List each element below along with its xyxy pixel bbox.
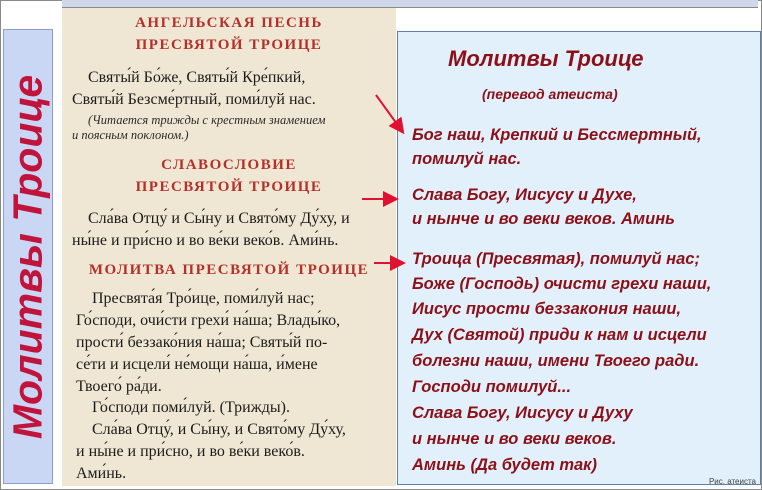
prayer-line: Сла́ва Отцу́ и Сы́ну и Свято́му Ду́ху, и xyxy=(88,210,350,227)
translation-title: Молитвы Троице xyxy=(448,46,644,71)
translation-line: Дух (Святой) приди к нам и исцели xyxy=(412,326,707,344)
translation-line: Бог наш, Крепкий и Бессмертный, xyxy=(412,126,702,144)
translation-line: помилуй нас. xyxy=(412,150,522,168)
translation-line: и нынче и во веки веков. xyxy=(412,430,617,448)
translation-line: болезни наши, имени Твоего ради. xyxy=(412,352,700,370)
prayer-line: Го́споди поми́луй. (Трижды). xyxy=(92,399,290,416)
heading-doxology-line-2: ПРЕСВЯТОЙ ТРОИЦЕ xyxy=(135,179,323,195)
prayer-line: Сла́ва Отцу́, и Сы́ну, и Свято́му Ду́ху, xyxy=(92,421,346,438)
translation-subtitle: (перевод атеиста) xyxy=(482,86,618,102)
heading-angelic-song-line-2: ПРЕСВЯТОЙ ТРОИЦЕ xyxy=(135,37,323,53)
prayer-line: Святы́й Бо́же, Святы́й Кре́пкий, xyxy=(88,69,306,86)
prayer-line: Пресвята́я Тро́ице, поми́луй нас; xyxy=(92,290,315,307)
prayer-line: Ами́нь. xyxy=(76,465,127,482)
heading-trinity-prayer: МОЛИТВА ПРЕСВЯТОЙ ТРОИЦЕ xyxy=(88,262,370,278)
translation-line: Господи помилуй... xyxy=(412,378,572,396)
prayer-line: прости́ беззако́ния на́ша; Святы́й по- xyxy=(76,334,328,351)
prayer-line: и ны́не и при́сно, и во ве́ки веко́в. xyxy=(76,443,305,460)
prayer-line: ны́не и при́сно и во ве́ки веко́в. Ами́нь. xyxy=(72,232,339,249)
side-title: Молитвы Троице xyxy=(4,74,51,439)
prayer-line: Святы́й Безсме́ртный, поми́луй нас. xyxy=(72,91,316,108)
translation-line: Боже (Господь) очисти грехи наши, xyxy=(412,275,712,293)
heading-angelic-song-line-1: АНГЕЛЬСКАЯ ПЕСНЬ xyxy=(135,15,323,31)
translation-line: и нынче и во веки веков. Аминь xyxy=(412,210,675,228)
prayer-line: Твоего́ ра́ди. xyxy=(76,378,162,395)
image-credit: Рис. атеиста xyxy=(708,477,756,486)
heading-doxology-line-1: СЛАВОСЛОВИЕ xyxy=(161,157,297,173)
translation-line: Слава Богу, Иисусу и Духу xyxy=(412,404,633,422)
prayer-line: се́ти и исцели́ не́мощи на́ша, и́мене xyxy=(76,356,318,373)
instruction-note: и поясным поклоном.) xyxy=(72,128,189,142)
translation-line: Слава Богу, Иисусу и Духе, xyxy=(412,186,637,204)
arrow-to-line-1 xyxy=(376,95,402,131)
instruction-note: (Читается трижды с крестным знамением xyxy=(88,113,326,127)
prayer-line: Го́споди, очи́сти грехи́ на́ша; Влады́ко, xyxy=(76,312,341,329)
translation-line: Аминь (Да будет так) xyxy=(412,456,598,474)
translation-line: Иисус прости беззакония наши, xyxy=(412,300,682,318)
translation-line: Троица (Пресвятая), помилуй нас; xyxy=(412,250,700,268)
